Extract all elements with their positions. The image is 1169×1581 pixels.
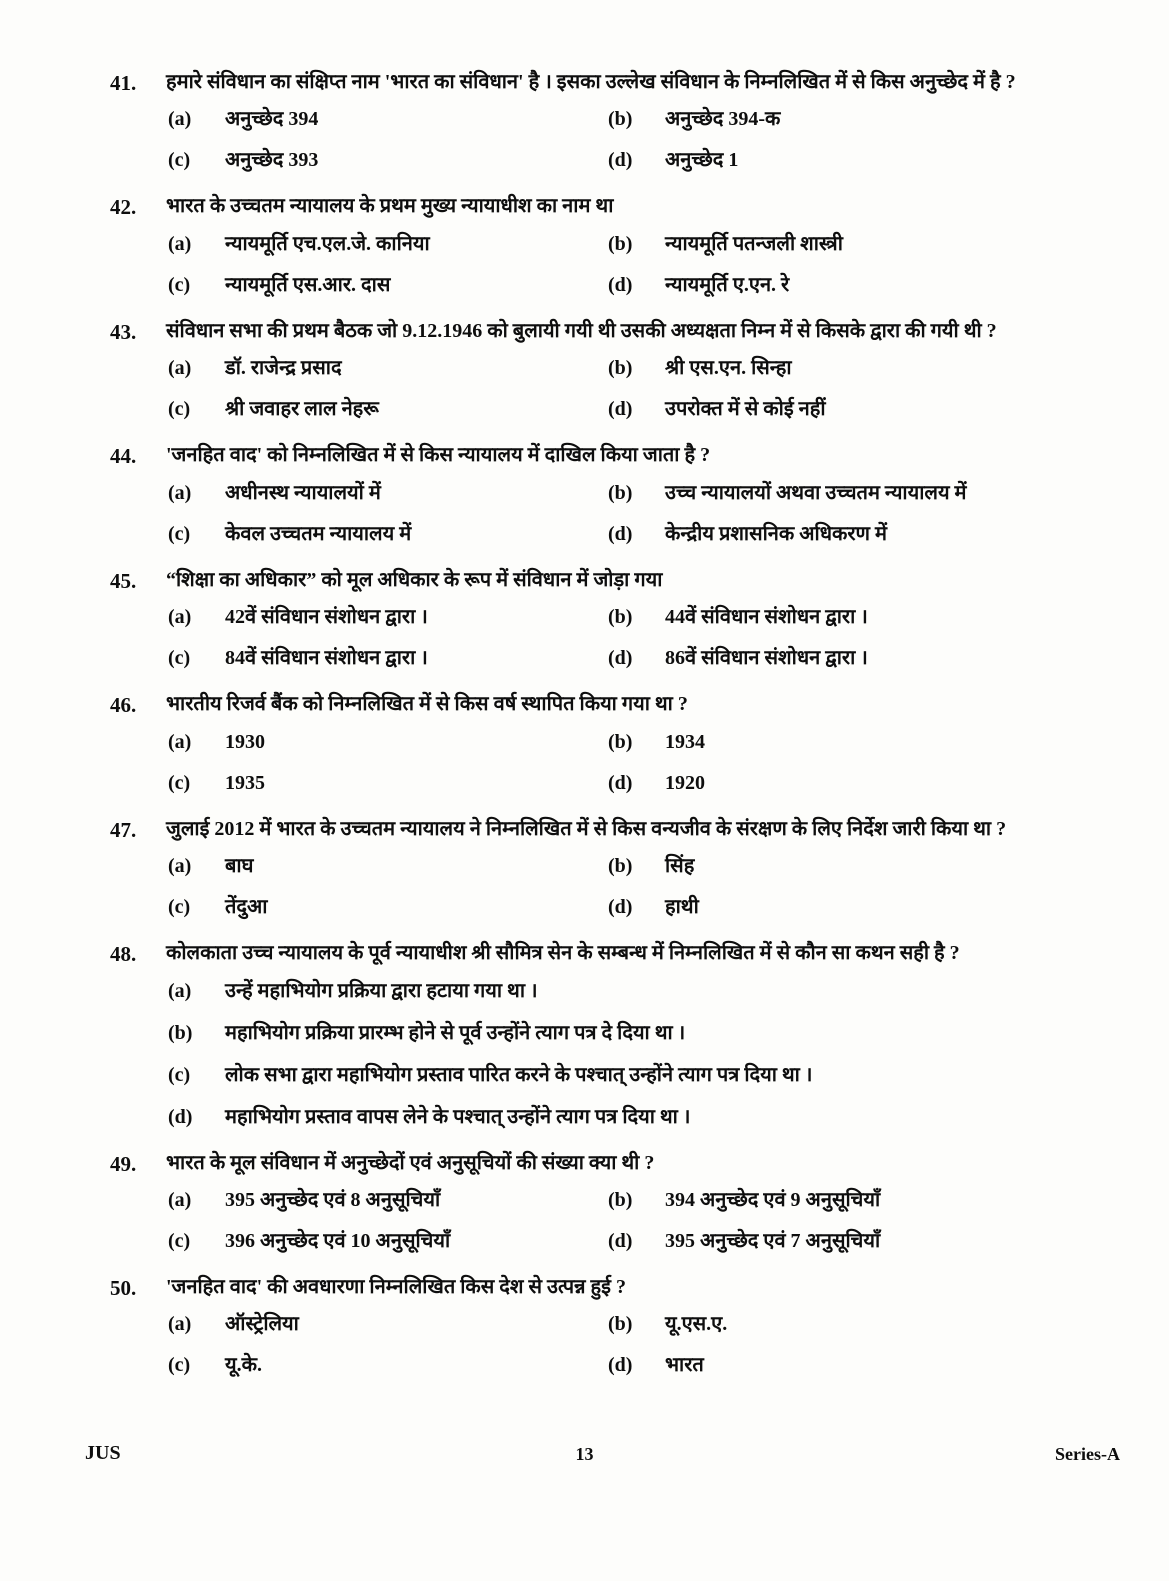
option bbox=[168, 977, 1099, 1006]
question bbox=[110, 317, 1099, 424]
options bbox=[168, 728, 1099, 798]
option-label: (b) bbox=[608, 1188, 633, 1211]
option-label: (d) bbox=[168, 1105, 193, 1128]
option-text: उपरोक्त में से कोई नहीं bbox=[665, 398, 826, 421]
options bbox=[168, 1310, 1099, 1380]
option-label: (b) bbox=[608, 232, 633, 255]
question-head bbox=[110, 1149, 1099, 1179]
question-text: जुलाई 2012 में भारत के उच्चतम न्यायालय ने निम्नलिखित में से किस वन्यजीव के संरक्षण के लिए निर्देश जारी किया था ? bbox=[166, 817, 1007, 840]
option bbox=[608, 146, 1099, 175]
option bbox=[608, 271, 1099, 300]
question bbox=[110, 192, 1099, 299]
option-text: 1934 bbox=[665, 730, 705, 753]
option bbox=[168, 852, 608, 881]
page-footer bbox=[0, 1442, 1169, 1472]
options bbox=[168, 977, 1099, 1132]
option-label: (d) bbox=[608, 1354, 633, 1377]
question-text: भारत के मूल संविधान में अनुच्छेदों एवं अनुसूचियों की संख्या क्या थी ? bbox=[166, 1151, 655, 1174]
option-text: तेंदुआ bbox=[225, 896, 268, 919]
option-text: न्यायमूर्ति ए.एन. रे bbox=[665, 273, 790, 296]
question-number: 50. bbox=[110, 1275, 137, 1300]
footer-booklet-code: JUS bbox=[85, 1442, 121, 1464]
option-text: अधीनस्थ न्यायालयों में bbox=[225, 481, 381, 504]
option-text: अनुच्छेद 394-क bbox=[665, 108, 781, 131]
option bbox=[608, 520, 1099, 549]
option bbox=[168, 1186, 608, 1215]
option bbox=[608, 395, 1099, 424]
option-label: (a) bbox=[168, 730, 192, 753]
option bbox=[168, 769, 608, 798]
option-text: हाथी bbox=[665, 896, 699, 919]
question-number: 45. bbox=[110, 568, 137, 593]
option-text: अनुच्छेद 393 bbox=[225, 149, 319, 172]
option bbox=[608, 354, 1099, 383]
option bbox=[608, 603, 1099, 632]
option-text: महाभियोग प्रक्रिया प्रारम्भ होने से पूर्व उन्होंने त्याग पत्र दे दिया था । bbox=[225, 1021, 686, 1044]
option bbox=[168, 271, 608, 300]
option-label: (b) bbox=[608, 357, 633, 380]
footer-page-number: 13 bbox=[575, 1444, 594, 1464]
question bbox=[110, 1273, 1099, 1380]
question-text: संविधान सभा की प्रथम बैठक जो 9.12.1946 को बुलायी गयी थी उसकी अध्यक्षता निम्न में से किसके द्वारा की गयी थी ? bbox=[166, 319, 997, 342]
option-label: (d) bbox=[608, 149, 633, 172]
option-text: केवल उच्चतम न्यायालय में bbox=[225, 522, 412, 545]
option-text: न्यायमूर्ति एच.एल.जे. कानिया bbox=[225, 232, 430, 255]
option bbox=[168, 230, 608, 259]
option-text: लोक सभा द्वारा महाभियोग प्रस्ताव पारित करने के पश्चात् उन्होंने त्याग पत्र दिया था । bbox=[225, 1063, 813, 1086]
question-number: 49. bbox=[110, 1151, 137, 1176]
option-text: 1930 bbox=[225, 730, 265, 753]
question-head bbox=[110, 690, 1099, 720]
option bbox=[168, 1103, 1099, 1132]
question-number: 48. bbox=[110, 942, 137, 967]
option-label: (b) bbox=[608, 855, 633, 878]
footer-series-label: Series-A bbox=[1055, 1444, 1120, 1464]
option-text: 395 अनुच्छेद एवं 7 अनुसूचियाँ bbox=[665, 1229, 881, 1252]
option bbox=[168, 1227, 608, 1256]
option bbox=[168, 1310, 608, 1339]
option-label: (d) bbox=[608, 771, 633, 794]
option bbox=[608, 1186, 1099, 1215]
option-label: (a) bbox=[168, 606, 192, 629]
options bbox=[168, 230, 1099, 300]
option-text: महाभियोग प्रस्ताव वापस लेने के पश्चात् उन्होंने त्याग पत्र दिया था । bbox=[225, 1105, 691, 1128]
option bbox=[168, 728, 608, 757]
option-label: (c) bbox=[168, 771, 191, 794]
options bbox=[168, 479, 1099, 549]
option-label: (c) bbox=[168, 896, 191, 919]
option-text: 396 अनुच्छेद एवं 10 अनुसूचियाँ bbox=[225, 1229, 451, 1252]
question-head bbox=[110, 1273, 1099, 1303]
question-head bbox=[110, 815, 1099, 845]
option bbox=[608, 769, 1099, 798]
option-label: (c) bbox=[168, 398, 191, 421]
option-label: (a) bbox=[168, 108, 192, 131]
option-text: सिंह bbox=[665, 855, 695, 878]
question-head bbox=[110, 939, 1099, 969]
option-label: (c) bbox=[168, 1229, 191, 1252]
option-text: 395 अनुच्छेद एवं 8 अनुसूचियाँ bbox=[225, 1188, 441, 1211]
question bbox=[110, 441, 1099, 548]
option-text: 1935 bbox=[225, 771, 265, 794]
option bbox=[168, 893, 608, 922]
option-label: (a) bbox=[168, 357, 192, 380]
option-label: (c) bbox=[168, 522, 191, 545]
option-text: उन्हें महाभियोग प्रक्रिया द्वारा हटाया गया था । bbox=[225, 979, 538, 1002]
option-text: न्यायमूर्ति एस.आर. दास bbox=[225, 273, 391, 296]
question-text: भारतीय रिजर्व बैंक को निम्नलिखित में से किस वर्ष स्थापित किया गया था ? bbox=[166, 693, 688, 716]
question-head bbox=[110, 441, 1099, 471]
option-text: श्री जवाहर लाल नेहरू bbox=[225, 398, 379, 421]
option bbox=[168, 354, 608, 383]
option-text: 42वें संविधान संशोधन द्वारा । bbox=[225, 606, 428, 629]
option bbox=[168, 1019, 1099, 1048]
option-label: (c) bbox=[168, 1063, 191, 1086]
option bbox=[168, 1061, 1099, 1090]
option bbox=[168, 479, 608, 508]
option-label: (d) bbox=[608, 647, 633, 670]
option bbox=[608, 230, 1099, 259]
questions bbox=[110, 68, 1099, 1380]
option-text: भारत bbox=[665, 1354, 704, 1377]
option-label: (c) bbox=[168, 273, 191, 296]
option bbox=[168, 603, 608, 632]
question bbox=[110, 690, 1099, 797]
question bbox=[110, 815, 1099, 922]
question-text: “शिक्षा का अधिकार” को मूल अधिकार के रूप में संविधान में जोड़ा गया bbox=[166, 568, 663, 591]
question-number: 41. bbox=[110, 71, 137, 95]
option bbox=[608, 852, 1099, 881]
option-text: 394 अनुच्छेद एवं 9 अनुसूचियाँ bbox=[665, 1188, 881, 1211]
option-label: (b) bbox=[608, 730, 633, 753]
option-label: (d) bbox=[608, 522, 633, 545]
option bbox=[608, 1351, 1099, 1380]
option-text: केन्द्रीय प्रशासनिक अधिकरण में bbox=[665, 522, 887, 545]
option-label: (a) bbox=[168, 1313, 192, 1336]
option bbox=[168, 395, 608, 424]
question-head bbox=[110, 192, 1099, 222]
option-label: (d) bbox=[608, 896, 633, 919]
options bbox=[168, 1186, 1099, 1256]
question bbox=[110, 566, 1099, 673]
option-label: (b) bbox=[608, 108, 633, 131]
option bbox=[608, 105, 1099, 134]
option-label: (b) bbox=[168, 1021, 193, 1044]
option bbox=[608, 644, 1099, 673]
option-text: यू.के. bbox=[225, 1354, 262, 1377]
question-text: भारत के उच्चतम न्यायालय के प्रथम मुख्य न्यायाधीश का नाम था bbox=[166, 195, 614, 218]
options bbox=[168, 105, 1099, 175]
question-head bbox=[110, 566, 1099, 596]
option-text: उच्च न्यायालयों अथवा उच्चतम न्यायालय में bbox=[665, 481, 967, 504]
option-label: (a) bbox=[168, 855, 192, 878]
option-text: न्यायमूर्ति पतन्जली शास्त्री bbox=[665, 232, 843, 255]
option-label: (a) bbox=[168, 481, 192, 504]
option-label: (c) bbox=[168, 149, 191, 172]
option-text: 1920 bbox=[665, 771, 705, 794]
question-number: 43. bbox=[110, 319, 137, 344]
option-label: (c) bbox=[168, 1354, 191, 1377]
option bbox=[168, 146, 608, 175]
option bbox=[608, 1310, 1099, 1339]
option-label: (b) bbox=[608, 481, 633, 504]
question-number: 46. bbox=[110, 693, 137, 718]
option bbox=[608, 893, 1099, 922]
options bbox=[168, 603, 1099, 673]
option-label: (a) bbox=[168, 979, 192, 1002]
option bbox=[168, 520, 608, 549]
option-label: (d) bbox=[608, 1229, 633, 1252]
question-number: 42. bbox=[110, 195, 137, 220]
option bbox=[168, 644, 608, 673]
option-text: बाघ bbox=[225, 855, 254, 878]
question-number: 44. bbox=[110, 444, 137, 469]
option-label: (d) bbox=[608, 273, 633, 296]
question-text: 'जनहित वाद' की अवधारणा निम्नलिखित किस देश से उत्पन्न हुई ? bbox=[166, 1275, 626, 1298]
option-text: अनुच्छेद 394 bbox=[225, 108, 319, 131]
option-label: (a) bbox=[168, 232, 192, 255]
question bbox=[110, 939, 1099, 1131]
option bbox=[168, 105, 608, 134]
option-text: ऑस्ट्रेलिया bbox=[225, 1313, 299, 1336]
question-text: कोलकाता उच्च न्यायालय के पूर्व न्यायाधीश श्री सौमित्र सेन के सम्बन्ध में निम्नलिखित में से कौन सा कथन सही है ? bbox=[166, 942, 960, 965]
option-label: (b) bbox=[608, 1313, 633, 1336]
option-text: डॉ. राजेन्द्र प्रसाद bbox=[225, 357, 342, 380]
option-text: यू.एस.ए. bbox=[665, 1313, 728, 1336]
question bbox=[110, 1149, 1099, 1256]
option-text: 84वें संविधान संशोधन द्वारा । bbox=[225, 647, 428, 670]
option-text: श्री एस.एन. सिन्हा bbox=[665, 357, 792, 380]
option-text: अनुच्छेद 1 bbox=[665, 149, 739, 172]
option bbox=[608, 728, 1099, 757]
options bbox=[168, 354, 1099, 424]
question-text: हमारे संविधान का संक्षिप्त नाम 'भारत का संविधान' है । इसका उल्लेख संविधान के निम्नलिखित में से किस अनुच्छेद में है ? bbox=[166, 71, 1016, 93]
question bbox=[110, 68, 1099, 175]
option-text: 86वें संविधान संशोधन द्वारा । bbox=[665, 647, 868, 670]
option-label: (b) bbox=[608, 606, 633, 629]
question-text: 'जनहित वाद' को निम्नलिखित में से किस न्यायालय में दाखिल किया जाता है ? bbox=[166, 444, 711, 467]
option-text: 44वें संविधान संशोधन द्वारा । bbox=[665, 606, 868, 629]
question-head bbox=[110, 317, 1099, 347]
option-label: (d) bbox=[608, 398, 633, 421]
options bbox=[168, 852, 1099, 922]
option-label: (a) bbox=[168, 1188, 192, 1211]
question-number: 47. bbox=[110, 817, 137, 842]
option bbox=[608, 479, 1099, 508]
option-label: (c) bbox=[168, 647, 191, 670]
option bbox=[168, 1351, 608, 1380]
question-head bbox=[110, 68, 1099, 98]
option bbox=[608, 1227, 1099, 1256]
